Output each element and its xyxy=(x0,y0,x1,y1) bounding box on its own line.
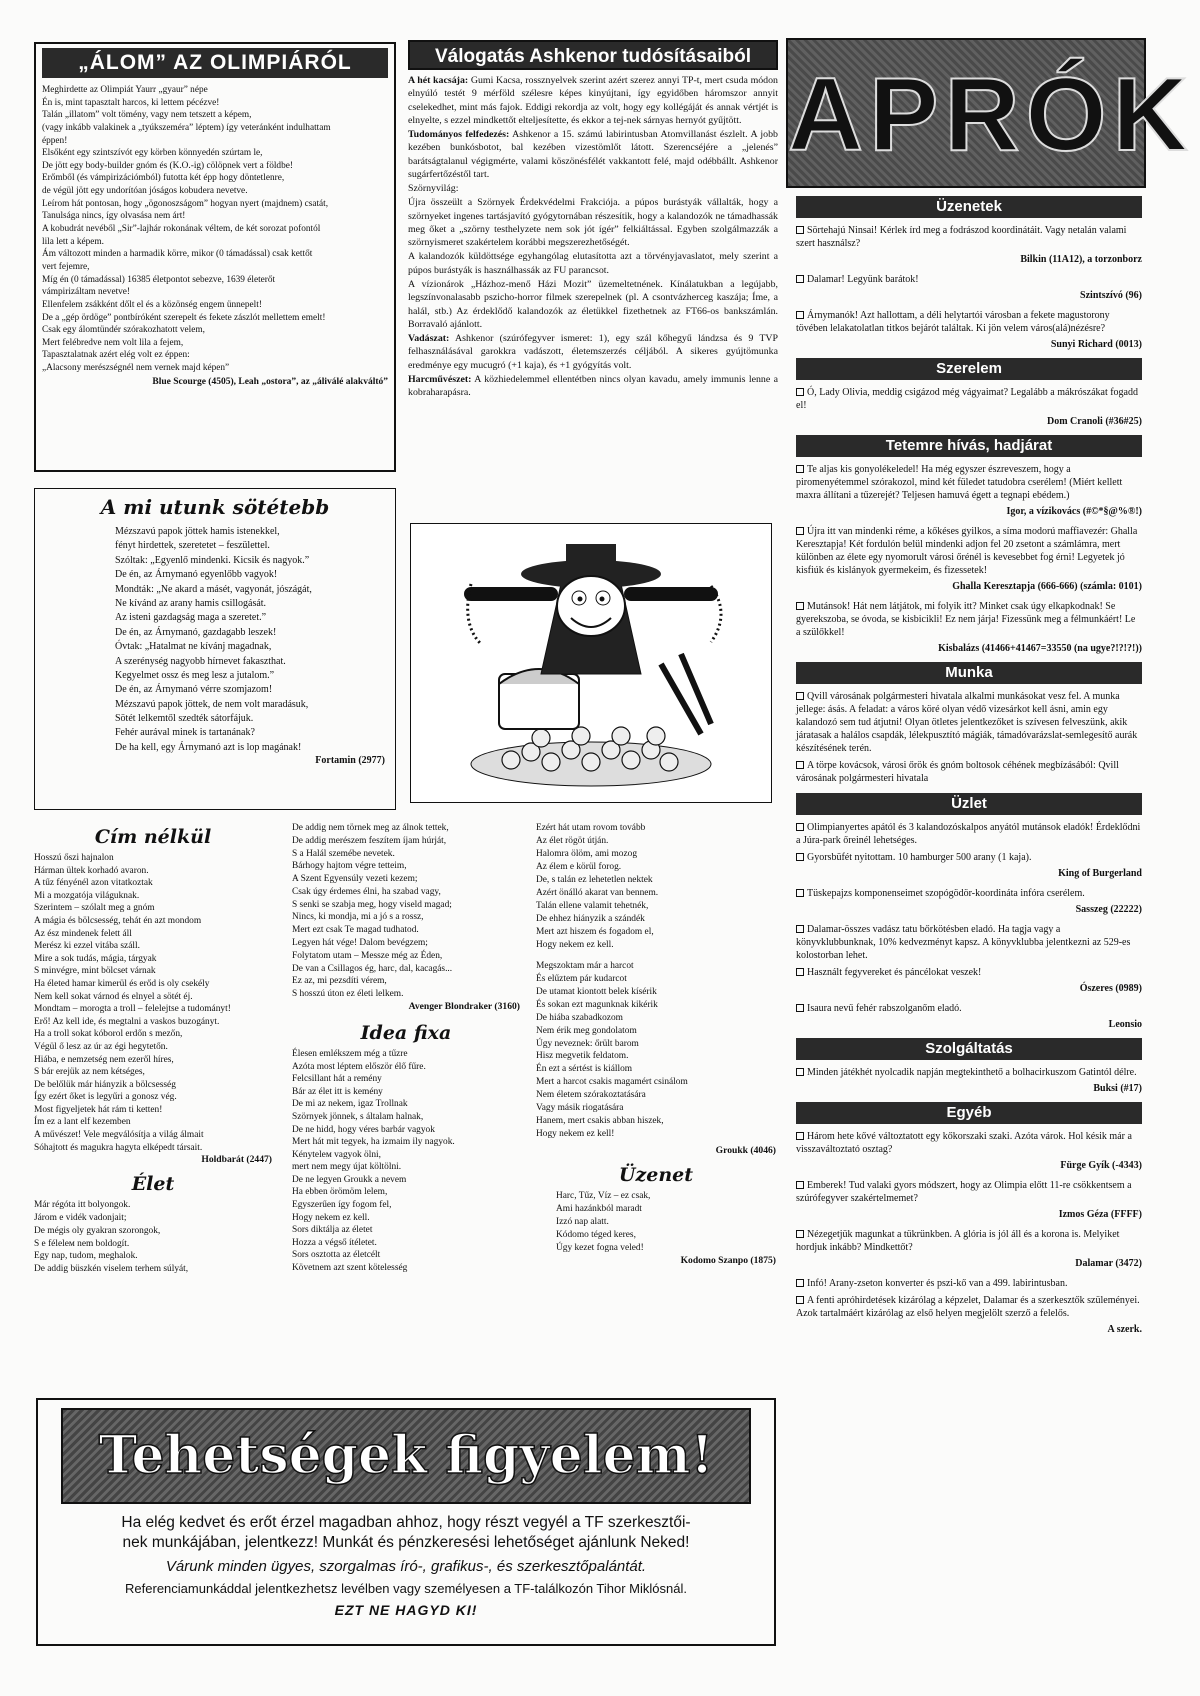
right-poem-line: Mert azt hiszem és fogadom el, xyxy=(536,926,654,937)
classified-ad-signature: Dom Cranoli (#36#25) xyxy=(1047,416,1142,427)
valogatas-paragraph xyxy=(408,182,778,195)
valogatas-paragraph xyxy=(408,250,778,277)
right-poem-line: Hisz megvetik feldatom. xyxy=(536,1051,629,1062)
valogatas-paragraph xyxy=(408,278,778,331)
mid-poem-section xyxy=(292,822,520,1292)
right-poem-text-2 xyxy=(536,960,776,1142)
idea-line: De ne legyen Groukk a nevem xyxy=(292,1174,407,1185)
classified-ad xyxy=(796,600,1142,639)
valogatas-paragraph xyxy=(408,373,778,400)
checkbox-icon xyxy=(796,1068,804,1076)
right-poem-line: Megszoktam már a harcot xyxy=(536,960,634,971)
aprok-banner xyxy=(786,38,1194,188)
checkbox-icon xyxy=(796,1296,804,1304)
checkbox-icon xyxy=(796,1230,804,1238)
classified-ad-text: Dalamar! Legyünk barátok! xyxy=(807,274,919,285)
cim-nelkul-text xyxy=(34,852,272,1154)
cim-nelkul-title: Cím nélkül xyxy=(94,826,212,848)
classified-ad xyxy=(796,224,1142,250)
aprok-section-title: Munka xyxy=(796,662,1142,684)
mid-poem-line: S hosszú úton ez életi lelkem. xyxy=(292,989,404,1000)
checkbox-icon xyxy=(796,889,804,897)
valogatas-lead: Tudományos felfedezés: xyxy=(408,129,510,141)
idea-line: Követnem azt szent kötelesség xyxy=(292,1263,408,1274)
alom-line: De jött egy body-builder gnóm és (K.O.-ig) cölöpnek vert a földbe! xyxy=(42,160,293,171)
classified-ad xyxy=(796,759,1142,785)
alom-line: Meghirdette az Olimpiát Yaurr „gyaur” népe xyxy=(42,85,208,95)
classified-ad-signature: A szerk. xyxy=(1107,1324,1142,1335)
right-poem-section xyxy=(536,822,776,1292)
right-poem-line: Úgy neveznek: őrült barom xyxy=(536,1038,639,1049)
sotet-line: Az isteni gazdagság maga a szeretet.” xyxy=(115,612,267,624)
uzenet-line: Ami hazánkból maradt xyxy=(556,1204,642,1215)
elet-line: Egy nap, tudom, meghalok. xyxy=(34,1251,138,1262)
sotet-line: Mézszavú papok jöttek, de nem volt maradásuk, xyxy=(115,698,309,710)
sotet-box xyxy=(34,488,396,810)
uzenet-title: Üzenet xyxy=(618,1164,694,1187)
right-poem-line: És sokan ezt magunknak kikérik xyxy=(536,999,658,1010)
sotet-line: Mondták: „Ne akard a másét, vagyonát, jószágát, xyxy=(115,583,312,595)
mid-poem-line: Mert ezt csak Te magad tudhatod. xyxy=(292,925,419,936)
valogatas-body: Szörnyvilág: xyxy=(408,183,459,195)
right-poem-line: De utamat kiontott belek kísérik xyxy=(536,986,657,997)
mid-poem-line: De addig merészem feszítem íjam húrját, xyxy=(292,835,447,846)
right-poem-line: Nem életem szórakoztatására xyxy=(536,1090,646,1101)
mid-poem-line: Folytatom utam – Messze még az Éden, xyxy=(292,950,443,961)
valogatas-body: A kalandozók küldöttsége egyhangólag elutasította azt a törvényjavaslatot, mely szerint a púpos burástyák is használhassák az FU parancsot. xyxy=(408,251,778,276)
right-poem-signature: Groukk (4046) xyxy=(715,1145,776,1157)
cim-nelkul-line: A tűz fényénél azon vitatkoztak xyxy=(34,878,153,889)
right-poem-line: Nem érik meg gondolatom xyxy=(536,1025,637,1036)
cim-nelkul-line: A művészet! Vele megválósítja a világ álmait xyxy=(34,1130,204,1141)
mid-poem-line: Ez az, mi pezsdíti vérem, xyxy=(292,976,387,987)
right-poem-line: Talán ellene valamit tehetnék, xyxy=(536,900,649,911)
alom-line: vámpirizáltam nevetve! xyxy=(42,287,131,298)
valogatas-body: Újra összeült a Szörnyek Érdekvédelmi Frakciója. a púpos burástyák vállalták, hogy a szörnyeket ingenes tartásjavító gyógytornában részesítik, hogy a kalandozók ne támadhassák meg őket a „szörny testhelyzete nem sok jót ígér” felkiáltással. Egyben szolgálmazzák a szörnyismeret szakértelem korábbi megszerezhetőségét. xyxy=(408,197,778,249)
classified-ad-signature: Sasszeg (22222) xyxy=(1075,904,1142,915)
sotet-line: Ne kívánd az arany hamis csillogását. xyxy=(115,597,267,609)
elet-line: Már régóta itt bolyongok. xyxy=(34,1200,131,1211)
valogatas-lead: Vadászat: xyxy=(408,333,450,345)
idea-line: mert nem megy újat költölni. xyxy=(292,1162,402,1173)
classified-ad xyxy=(796,966,1142,979)
cim-nelkul-line: Mi a mozgatója világuknak. xyxy=(34,890,140,901)
cim-nelkul-line: Az ész mindenek felett áll xyxy=(34,928,132,939)
right-poem-line: Az élet rögöt útján. xyxy=(536,835,609,846)
alom-line: „Alacsony merészségnél nem vernek majd képen” xyxy=(42,363,230,374)
right-poem-line: Vagy másik riogatására xyxy=(536,1103,624,1114)
checkbox-icon xyxy=(796,388,804,396)
elet-line: Járom e vidék vadonjait; xyxy=(34,1213,127,1224)
classified-ad-signature: Ószeres (0989) xyxy=(1079,983,1142,994)
cim-nelkul-line: Szerintem – szólalt meg a gnóm xyxy=(34,903,155,914)
cartoon-illustration xyxy=(410,523,772,803)
alom-line: Erőmből (és vámpirizációmból) futotta két épp hogy döntetlenre, xyxy=(42,173,285,184)
checkbox-icon xyxy=(796,1004,804,1012)
tehetsegek-line3: Várunk minden ügyes, szorgalmas író-, grafikus-, és szerkesztőpalántát. xyxy=(165,1558,647,1575)
idea-line: Mert hát mit tegyek, ha izmaim ily nagyok. xyxy=(292,1137,455,1148)
checkbox-icon xyxy=(796,823,804,831)
right-poem-line: Hogy nekem ez kell. xyxy=(536,939,614,950)
classified-ad-text: A törpe kovácsok, városi őrök és gnóm boltosok céhének megbízásából: Qvill városának polgármesteri hivatala xyxy=(796,760,1119,784)
cim-nelkul-line: S bár erejük az nem kétséges, xyxy=(34,1067,145,1078)
classified-ad-text: Dalamar-összes vadász tatu bőrkötésben eladó. Ha tagja vagy a könyvklubbunknak, 10% kedvezményt kapsz. A könyvklubba jelentkezni az 529-es kolostorban lehet. xyxy=(796,924,1131,961)
cim-nelkul-line: Sóhajtott és magukra hagyta elképedt társait. xyxy=(34,1142,203,1153)
sotet-line: Kegyelmet ossz és meg lesz a jutalom.” xyxy=(115,669,275,681)
idea-line: Kényteleм vagyok ölni, xyxy=(292,1149,381,1160)
sotet-signature: Fortamin (2977) xyxy=(315,755,385,767)
classified-ad-signature: Kisbalázs (41466+41467=33550 (na ugye?!?!?!)) xyxy=(938,643,1142,654)
valogatas-body: Ashkenor a 15. számú labirintusban Atomvillanást észlelt. A jobb kezében bunkósbotot, bal kezében vizestömlőt látott. Szerencséjére a „jelenés” barátságtalanul végigmérte, valami köszönésfélét vakkantott felé, majd odébbállt. Ashkenor sugárfertőzéstől tart. xyxy=(408,129,778,180)
mid-poem-line: Legyen hát vége! Dalom bevégzem; xyxy=(292,938,428,949)
aprok-section-title: Üzlet xyxy=(796,793,1142,815)
valogatas-paragraph xyxy=(408,196,778,249)
sotet-line: Szóltak: „Egyenlő mindenki. Kicsik és nagyok.” xyxy=(115,554,310,566)
sotet-line: A szerénység nagyobb hírnevet fakaszthat. xyxy=(115,655,286,667)
mid-poem-line: S a Halál szemébe nevetek. xyxy=(292,848,395,859)
alom-line: vert fejemre, xyxy=(42,261,90,272)
checkbox-icon xyxy=(796,1181,804,1189)
checkbox-icon xyxy=(796,925,804,933)
sotet-line: Fehér aurával minek is tartanának? xyxy=(115,727,255,739)
alom-line: Míg én (0 támadással) 16385 életpontot sebezve, 1639 életerőt xyxy=(42,274,276,285)
classified-ad-signature: Szintszívó (96) xyxy=(1080,290,1142,301)
idea-line: De ne hidd, hogy véres barbár vagyok xyxy=(292,1124,435,1135)
classified-ad-text: Ó, Lady Olivia, meddig csigázod még vágyaimat? Legalább a mákrószákat fogadd el! xyxy=(796,387,1138,411)
aprok-section-title: Egyéb xyxy=(796,1102,1142,1124)
right-poem-line: Mert a harcot csakis magamért csinálom xyxy=(536,1077,688,1088)
valogatas-paragraph xyxy=(408,74,778,127)
idea-line: Egyszerűen így fogom fel, xyxy=(292,1200,392,1211)
alom-box xyxy=(34,42,396,472)
checkbox-icon xyxy=(796,465,804,473)
elet-line: De mégis oly gyakran szorongok, xyxy=(34,1225,161,1236)
cim-nelkul-line: Hosszú őszi hajnalon xyxy=(34,853,114,863)
mid-poem-line: De addig nem törnek meg az álnok tettek, xyxy=(292,823,449,833)
right-poem-line: Az élem e körül forog. xyxy=(536,861,622,872)
classified-ad-text: Gyorsbüfét nyitottam. 10 hamburger 500 arany (1 kaja). xyxy=(807,852,1032,863)
idea-title: Idea fixa xyxy=(360,1021,452,1044)
classified-ad xyxy=(796,1294,1142,1320)
classified-ad-text: A fenti apróhirdetések kizárólag a képzelet, Dalamar és a szerkesztők szüleményei. Azok tartalmáért kizárólag az első helyen megjelölt szerző a felelős. xyxy=(796,1295,1140,1319)
right-poem-line: De, s talán ez lehetetlen nektek xyxy=(536,874,653,885)
cim-nelkul-line: Végül ő lesz az úr az égi hegytetőn. xyxy=(34,1041,168,1052)
idea-line: Felcsillant hát a remény xyxy=(292,1074,382,1085)
alom-line: A kobudrát nevéből „Sir”-lajhár rokonának véltem, de két sorozat pofontól xyxy=(42,224,321,235)
alom-line: de végül jött egy undorítóan jóságos kobudera nevetve. xyxy=(42,186,248,197)
sotet-title: A mi utunk sötétebb xyxy=(100,495,330,519)
alom-line: Tanulsága nincs, így olvasása nem árt! xyxy=(42,211,186,222)
alom-line: Tapasztalatnak azért elég volt ez éppen: xyxy=(42,350,190,361)
mid-poem-line: Csak úgy érdemes élni, ha szabad vagy, xyxy=(292,886,441,897)
classified-ad xyxy=(796,1066,1142,1079)
checkbox-icon xyxy=(796,275,804,283)
valogatas-title: Válogatás Ashkenor tudósításaiból xyxy=(408,40,778,70)
checkbox-icon xyxy=(796,692,804,700)
elet-line: De addig büszkén viselem terhem súlyát, xyxy=(34,1264,189,1275)
classified-ad xyxy=(796,1130,1142,1156)
sotet-line: De én, az Árnymanó, gazdagabb leszek! xyxy=(115,626,277,638)
classified-ad-text: Nézegetjük magunkat a tükrünkben. A glória is jól áll és a korona is. Melyiket hordjuk inkább? Mindkettőt? xyxy=(796,1229,1120,1253)
aprok-section-title: Üzenetek xyxy=(796,196,1142,218)
idea-line: Bár az élet itt is kemény xyxy=(292,1086,383,1097)
alom-line: Leírom hát pontosan, hogy „ögonoszságom” hogyan nyert (majdnem) csatát, xyxy=(42,198,329,209)
cim-nelkul-section xyxy=(34,826,272,1286)
right-poem-line: Hogy nekem ez kell! xyxy=(536,1129,615,1140)
idea-text xyxy=(292,1048,520,1275)
checkbox-icon xyxy=(796,311,804,319)
uzenet-line: Harc, Tűz, Víz – ez csak, xyxy=(556,1191,651,1202)
classified-ad-signature: Dalamar (3472) xyxy=(1075,1258,1142,1269)
classified-ad xyxy=(796,1002,1142,1015)
alom-line: Én is, mint tapasztalt harcos, ki lettem pécézve! xyxy=(42,97,220,108)
classified-ad xyxy=(796,386,1142,412)
classified-ad-text: Mutánsok! Hát nem látjátok, mi folyik itt? Minket csak úgy elkapkodnak! Se gyerekszoba, se óvoda, se kisbicikli! Ez nem járja! Fizessünk meg a félmunkáért! Le a szülőkkel! xyxy=(796,601,1136,638)
sotet-line: Óvtak: „Hatalmat ne kívánj magadnak, xyxy=(115,641,272,653)
sotet-line: De ha kell, egy Árnymanó azt is lop magának! xyxy=(115,741,302,753)
cim-nelkul-line: Hiába, e nemzetség nem ezeről híres, xyxy=(34,1054,174,1065)
tehetsegek-box xyxy=(36,1398,776,1646)
alom-line: Talán „illatom” volt tömény, vagy nem tetszett a képem, xyxy=(42,110,252,121)
mid-poem-line: S senki se szabja meg, hogy viseld magad; xyxy=(292,899,452,910)
idea-line: Azóta most léptem először élő fűre. xyxy=(292,1061,426,1072)
classified-ad xyxy=(796,1179,1142,1205)
sotet-line: Sötét lelkemtől szedték sátorfájuk. xyxy=(115,713,254,725)
idea-line: De mi az nekem, igaz Trollnak xyxy=(292,1099,408,1110)
valogatas-body: Gumi Kacsa, rossznyelvek szerint azért szerez annyi TP-t, mert csuda módon elnyúló testét 9 mérföld szélesre képes kinyújtani, így egyidőben háromszor annyit cselekedhet, mint más fajok. Eddigi rekordja az volt, hogy egy kollégáját és annak vértjét is elnyelte, s ezzel mindkettőt elteljesítette, és ekkor a tej-nek sárnyas hernyót gyűjtött. xyxy=(408,75,778,126)
aprok-section-title: Tetemre hívás, hadjárat xyxy=(796,435,1142,457)
sotet-line: De én, az Árnymanó egyenlőbb vagyok! xyxy=(115,569,278,581)
right-poem-line: Én ezt a sértést is kiállom xyxy=(536,1064,633,1075)
alom-line: (vagy inkább valakinek a „tyúkszeméra” léptem) így veteránként indulhattam xyxy=(42,122,331,133)
idea-line: Szörnyek jönnek, s általam halnak, xyxy=(292,1111,424,1122)
cim-nelkul-line: Nem kell sokat várnod és elnyel a sötét éj. xyxy=(34,991,193,1002)
valogatas-paragraph xyxy=(408,332,778,372)
alom-line: Mert felébredve nem volt lila a fejem, xyxy=(42,337,184,348)
classified-ad xyxy=(796,525,1142,577)
cim-nelkul-line: Erő! Az kell ide, és megtalni a vaskos buzogányt. xyxy=(34,1016,220,1027)
tehetsegek-title: Tehetségek figyelem! xyxy=(98,1425,714,1486)
cim-nelkul-line: S minvégre, mint bölcset várnak xyxy=(34,966,156,977)
cim-nelkul-line: Ha életed hamar kimerül és erőd is oly csekély xyxy=(34,978,210,989)
aprok-section-title: Szolgáltatás xyxy=(796,1038,1142,1060)
checkbox-icon xyxy=(796,226,804,234)
idea-line: Élesen emlékszem még a tűzre xyxy=(292,1048,408,1059)
valogatas-paragraph xyxy=(408,128,778,181)
valogatas-lead: Harcművészet: xyxy=(408,373,472,385)
checkbox-icon xyxy=(796,853,804,861)
mid-poem-line: A Szent Egyensúly vezeti kezem; xyxy=(292,874,418,885)
aprok-title: APRÓK xyxy=(788,57,1194,173)
right-poem-line: Azért önálló akarat van bennem. xyxy=(536,887,659,898)
classified-ad xyxy=(796,1277,1142,1290)
alom-line: lila lett a képem. xyxy=(42,236,104,247)
checkbox-icon xyxy=(796,1132,804,1140)
valogatas-body: A vízionárok „Házhoz-menő Házi Mozit” üzemeltetnének. Kínálatukban a legújabb, legszínvonalasabb pszicho-horror filmek szerepelnek (pl. A csontvázherceg kaszája; Íme, a halál, stb.) Az érdeklődő kalandozók az életükkel fizethetnek az FT66-os bankszámlán. Borravaló ajánlott. xyxy=(408,278,778,330)
idea-line: Sors diktálja az életet xyxy=(292,1225,373,1236)
tehetsegek-line4: Referenciamunkáddal jelentkezhetsz levélben vagy személyesen a TF-találkozón Tihor Miklósnál. xyxy=(125,1581,687,1596)
right-poem-line: De hiába szabadkozom xyxy=(536,1012,623,1023)
checkbox-icon xyxy=(796,602,804,610)
tehetsegek-line5: EZT NE HAGYD KI! xyxy=(334,1602,478,1618)
classified-ad-text: Emberek! Tud valaki gyors módszert, hogy az Olimpia előtt 11-re csökkentsem a szúrófegyver szakértelmemet? xyxy=(796,1180,1132,1204)
classified-ad-text: Olimpianyertes apától és 3 kalandozóskalpos anyától mutánsok eladók! Érdeklődni a Júra-park őreinél lehetséges. xyxy=(796,822,1141,846)
classified-ad-text: Isaura nevű fehér rabszolganőm eladó. xyxy=(807,1003,962,1014)
classified-ad-text: Használt fegyvereket és páncélokat veszek! xyxy=(807,967,982,978)
classified-ad xyxy=(796,821,1142,847)
uzenet-line: Úgy kezet fogna veled! xyxy=(556,1243,644,1254)
tehetsegek-line1: Ha elég kedvet és erőt érzel magadban ahhoz, hogy részt vegyél a TF szerkesztői- xyxy=(121,1514,691,1531)
elet-title: Élet xyxy=(131,1173,175,1196)
classified-ad-signature: Ghalla Keresztapja (666-666) (számla: 0101) xyxy=(952,581,1142,592)
valogatas-body: A közhiedelemmel ellentétben nincs olyan kavadu, amely immunis lenne a kobraharapásra. xyxy=(408,373,778,399)
classified-ad-signature: Izmos Géza (FFFF) xyxy=(1058,1209,1142,1220)
checkbox-icon xyxy=(796,968,804,976)
cim-nelkul-line: Így ezért őket is legyűri a gonosz vég. xyxy=(34,1092,177,1103)
cim-nelkul-line: Mondtam – morogta a troll – felelejtse a tudományt! xyxy=(34,1004,231,1015)
classified-ad-text: Minden játékhét nyolcadik napján megtekinthető a bolhacirkuszom Gatintól délre. xyxy=(807,1067,1137,1078)
alom-title: „ÁLOM” AZ OLIMPIÁRÓL xyxy=(42,48,388,78)
right-poem-text xyxy=(536,822,776,952)
cim-nelkul-line: De belőlük már hiányzik a bölcsesség xyxy=(34,1079,176,1090)
uzenet-text xyxy=(536,1190,776,1255)
classified-ad xyxy=(796,851,1142,864)
alom-line: Ellenfelem zsákként dőlt el és a közönség engem ünnepelt! xyxy=(42,299,262,310)
mid-poem-line: Nincs, ki mondja, mi a jó s a rossz, xyxy=(292,912,424,923)
mid-poem-line: Bárhogy hajtom végre tetteim, xyxy=(292,861,407,872)
classified-ad-signature: King of Burgerland xyxy=(1058,868,1142,879)
elet-line: S e féleleм nem boldogít. xyxy=(34,1238,130,1249)
alom-line: De a „gép ördöge” pontbíróként szerepelt és fekete zászlót mellettem emelt! xyxy=(42,312,326,323)
alom-signature: Blue Scourge (4505), Leah „ostora”, az „áliválé alakváltó” xyxy=(152,376,388,387)
cim-nelkul-line: A mágia és bölcsesség, tehát én azt mondom xyxy=(34,915,202,926)
classified-ad-signature: Fürge Gyík (-4343) xyxy=(1060,1160,1142,1171)
classified-ad xyxy=(796,463,1142,502)
cim-nelkul-line: Ha a troll sokat kóborol erdőn s mezőn, xyxy=(34,1029,183,1040)
tehetsegek-line2: nek munkájában, jelentkezz! Munkát és pénzkeresési lehetőséget ajánlunk Neked! xyxy=(122,1534,690,1551)
classified-ad xyxy=(796,923,1142,962)
classified-ad-text: Három hete kővé változtatott egy kőkorszaki szaki. Azóta várok. Hol késik már a visszaváltoztató osztag? xyxy=(796,1131,1132,1155)
classified-ad xyxy=(796,1228,1142,1254)
classified-ad-signature: Leonsio xyxy=(1108,1019,1142,1030)
checkbox-icon xyxy=(796,527,804,535)
classified-ad-text: Te aljas kis gonyolékeledel! Ha még egyszer észreveszem, hogy a piromenyétemmel szórakozol, mind két füledet tatudobra cserélem! (Miért kellett maxra állítani a tűzerejét? Teljesen hamuvá égett a tegnapi ebédem.) xyxy=(796,464,1123,501)
cim-nelkul-line: Merész ki ezzel vitába száll. xyxy=(34,941,140,952)
mid-poem-line: De van a Csillagos ég, harc, dal, kacagás... xyxy=(292,963,453,974)
valogatas-body: Ashkenor (szúrófegyver ismeret: 1), egy szál kőhegyű lándzsa és 9 TVP felhasználásával garokkra vadászott, életemszerzés céljából. A sikeres gyújtömunka eredménye egy mucugró (+1 kaja), és +1 gyógyítás volt. xyxy=(408,333,778,371)
cim-nelkul-signature: Holdbarát (2447) xyxy=(201,1154,272,1166)
idea-line: Hozza a végső ítéletet. xyxy=(292,1237,377,1248)
classified-ad xyxy=(796,273,1142,286)
idea-line: Sors osztotta az életcélt xyxy=(292,1250,381,1261)
alom-line: Elsőként egy szintszívót egy körben könnyedén szúrtam le, xyxy=(42,148,263,159)
aprok-column xyxy=(786,38,1194,1658)
uzenet-signature: Kodomo Szanpo (1875) xyxy=(680,1255,776,1267)
classified-ad-text: Infó! Arany-zseton konverter és pszi-kő van a 499. labirintusban. xyxy=(807,1278,1068,1289)
mid-poem-text xyxy=(292,822,520,1001)
classified-ad xyxy=(796,690,1142,755)
uzenet-line: Kódomo téged keres, xyxy=(556,1230,636,1241)
classified-ad-text: Sörtehajú Ninsai! Kérlek írd meg a fodrászod koordinátáit. Vagy netalán valami szert használsz? xyxy=(796,225,1127,249)
classified-ad-signature: Buksi (#17) xyxy=(1093,1083,1142,1094)
mid-poem-signature: Avenger Blondraker (3160) xyxy=(408,1000,520,1012)
classified-ad-text: Qvill városának polgármesteri hivatala alkalmi munkásokat vesz fel. A munka jellege: ásás. A feladat: a város köré olyan védő vizesárkot kell ásni, amin egy kalandozó sem tud átjutni! Olyan ötletes jelentkezőket is szívesen felveszünk, akik járatasak a halálos csapdák, lélekpusztító mágiák, támadóvarázslat-semlegesítő aurák készítésének terén. xyxy=(796,691,1138,754)
valogatas-text xyxy=(408,74,778,399)
classified-ad xyxy=(796,887,1142,900)
sotet-line: De én, az Árnymanó vérre szomjazom! xyxy=(115,684,273,696)
sotet-text xyxy=(45,525,385,755)
cim-nelkul-line: Mire a sok tudás, mágia, tárgyak xyxy=(34,953,157,964)
sotet-line: fényt hirdettek, szeretetet – feszülettel. xyxy=(115,540,270,552)
classified-ad-text: Árnymanók! Azt hallottam, a déli helytartói városban a fekete magustorony tövében lelakatolatlan titkos bejárót találtak. Ki jön velem város(alá)nézésre? xyxy=(796,310,1110,334)
valogatas-lead: A hét kacsája: xyxy=(408,75,469,86)
idea-line: Hogy nekem ez kell. xyxy=(292,1212,370,1223)
alom-line: Ám változott minden a harmadik körre, mikor (0 támadással) csak kettőt xyxy=(42,249,313,260)
right-poem-line: Hanem, mert csakis abban hiszek, xyxy=(536,1116,664,1127)
right-poem-line: Halomra ölöm, ami mozog xyxy=(536,848,638,859)
idea-line: Ha ebben örömöm lelem, xyxy=(292,1187,388,1198)
classified-ad-text: Újra itt van mindenki réme, a kőkéses gyilkos, a síma modorú maffiavezér: Ghalla Keresztapja! Két fordulón belül mindenki adjon fel 20 zsetont a számlámra, mert különben az élete egy nyomorult városi őrénél is kevesebbet fog érni! Legyetek jó kisfiúk és kislányok gyermekeim, és fizessetek! xyxy=(796,526,1138,576)
alom-line: Csak egy álomtündér szórakozhatott velem, xyxy=(42,325,205,336)
valogatas-section xyxy=(408,40,778,510)
classified-ad-text: Tüskepajzs komponenseimet szopógödör-koordináta infóra cserélem. xyxy=(807,888,1085,899)
right-poem-line: Ezért hát utam rovom tovább xyxy=(536,823,646,833)
sotet-line: Mézszavú papok jöttek hamis istenekkel, xyxy=(115,526,280,537)
classified-ad-signature: Igor, a vízikovács (#©*§@%®!) xyxy=(1006,506,1142,517)
alom-text xyxy=(42,84,388,375)
villain-cartoon-icon xyxy=(411,524,771,802)
aprok-section-title: Szerelem xyxy=(796,358,1142,380)
cim-nelkul-line: Most figyeljetek hát rám ti ketten! xyxy=(34,1104,163,1115)
uzenet-line: Izzó nap alatt. xyxy=(556,1217,609,1228)
classified-ad-signature: Sunyi Richard (0013) xyxy=(1050,339,1142,350)
alom-line: éppen! xyxy=(42,135,68,146)
elet-text xyxy=(34,1199,272,1276)
right-poem-line: De ehhez hiányzik a szándék xyxy=(536,913,645,924)
aprok-sections xyxy=(786,196,1146,1335)
tehetsegek-banner xyxy=(61,1408,751,1504)
right-poem-line: És elűztem pár kudarcot xyxy=(536,973,627,984)
cim-nelkul-line: Hárman ültek korhadó avaron. xyxy=(34,865,149,876)
checkbox-icon xyxy=(796,761,804,769)
classified-ad-signature: Bilkin (11A12), a torzonborz xyxy=(1020,254,1142,265)
checkbox-icon xyxy=(796,1279,804,1287)
cim-nelkul-line: Ím ez a lant elf kezemben xyxy=(34,1117,131,1128)
classified-ad xyxy=(796,309,1142,335)
